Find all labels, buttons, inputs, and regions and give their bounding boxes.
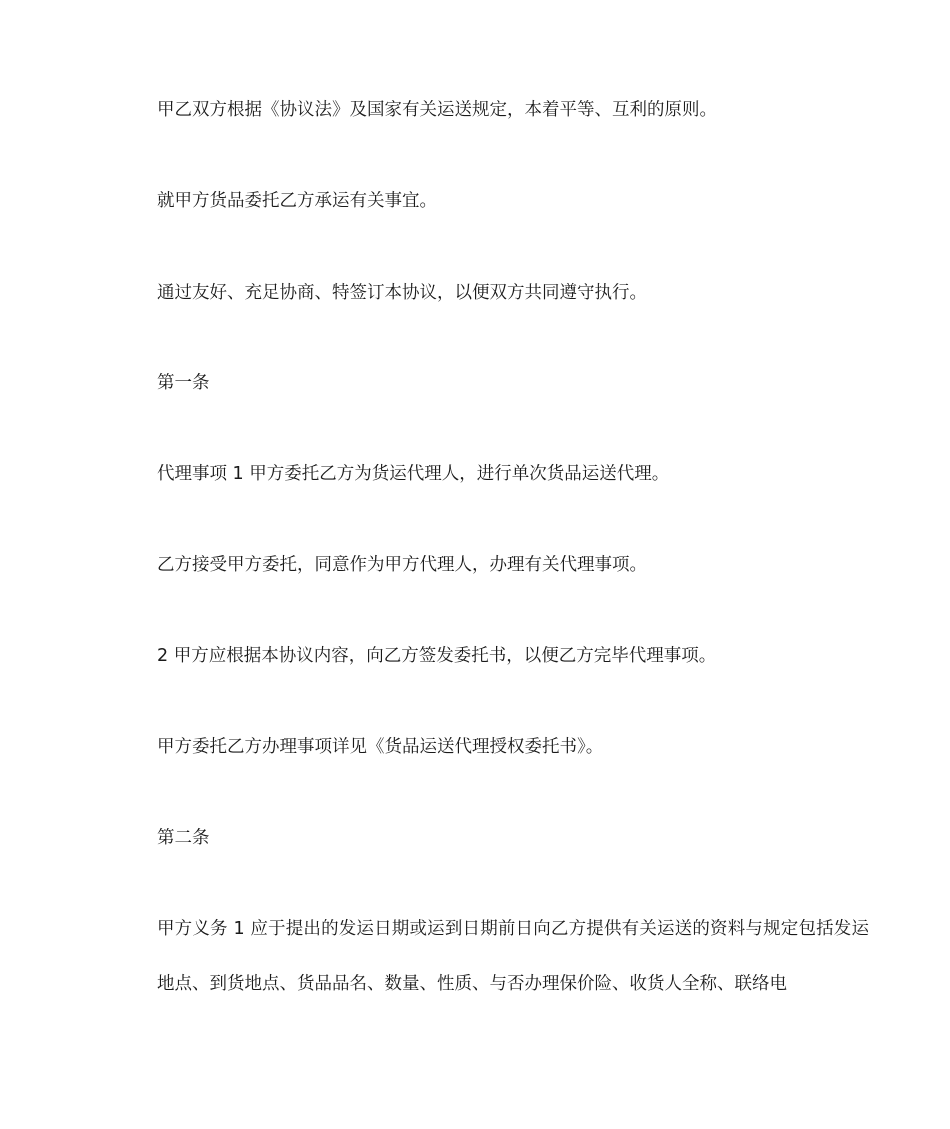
- paragraph-agency-matters-1: 代理事项 1 甲方委托乙方为货运代理人，进行单次货品运送代理。: [157, 464, 670, 484]
- article-heading-1: 第一条: [157, 373, 210, 393]
- article-heading-2: 第二条: [157, 828, 210, 848]
- paragraph-preamble-agreement: 通过友好、充足协商、特签订本协议，以便双方共同遵守执行。: [157, 283, 647, 303]
- paragraph-agency-matters-2: 2 甲方应根据本协议内容，向乙方签发委托书，以便乙方完毕代理事项。: [157, 646, 717, 666]
- paragraph-agency-acceptance: 乙方接受甲方委托，同意作为甲方代理人，办理有关代理事项。: [157, 555, 647, 575]
- paragraph-agency-details: 甲方委托乙方办理事项详见《货品运送代理授权委托书》。: [157, 737, 604, 757]
- paragraph-preamble-principles: 甲乙双方根据《协议法》及国家有关运送规定，本着平等、互利的原则。: [157, 100, 717, 120]
- paragraph-party-a-obligations: 甲方义务 1 应于提出的发运日期或运到日期前日向乙方提供有关运送的资料与规定包括发运地点、到货地点、货品品名、数量、性质、与否办理保价险、收货人全称、联络电: [157, 919, 869, 994]
- paragraph-preamble-subject: 就甲方货品委托乙方承运有关事宜。: [157, 191, 437, 211]
